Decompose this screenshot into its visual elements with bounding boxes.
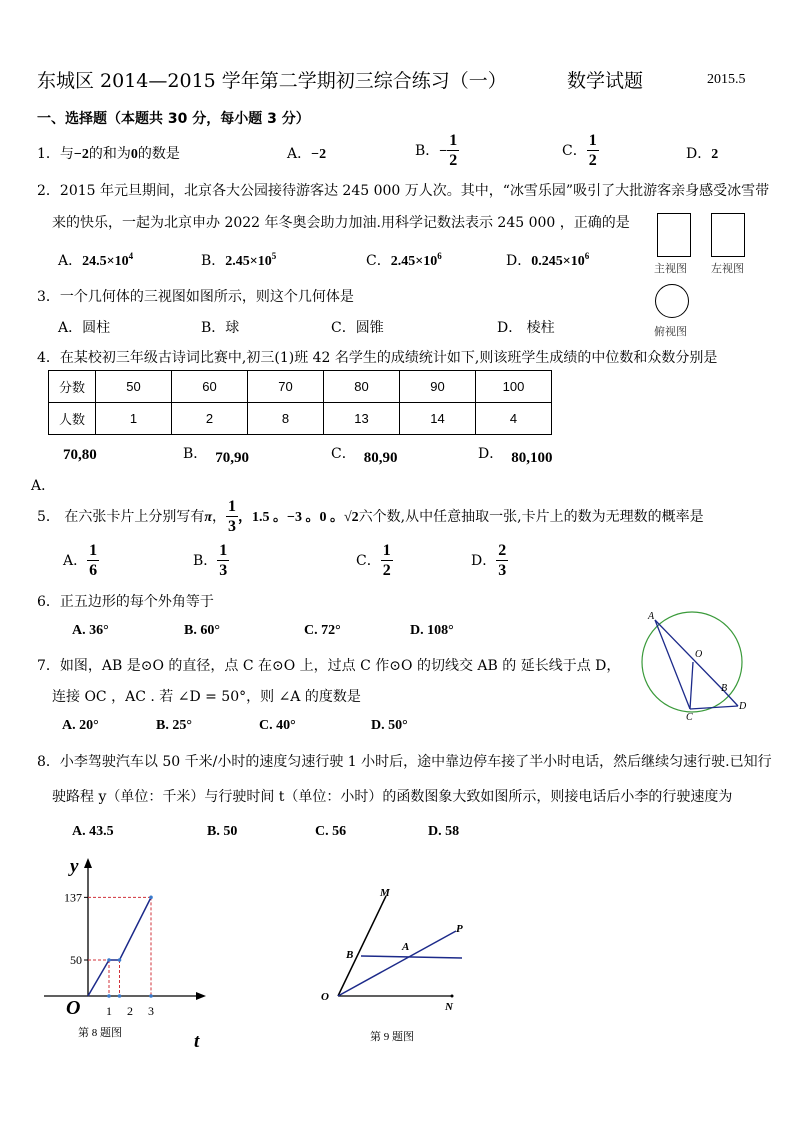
q6-option-a: A. 36° — [72, 623, 109, 638]
q7-circle-figure — [636, 606, 762, 726]
q5-option-c: C． $\frac{1}{2}$ — [356, 542, 391, 579]
data-point — [149, 896, 153, 900]
table-cell: 2 — [172, 403, 248, 435]
ray-om — [338, 896, 386, 996]
x-tick-label: 3 — [148, 1004, 154, 1018]
table-cell: 14 — [400, 403, 476, 435]
data-point — [118, 958, 122, 962]
top-view-circle — [655, 284, 689, 318]
q6-option-d: D. 108° — [410, 623, 454, 638]
section-heading: 一、选择题（本题共 30 分，每小题 3 分） — [37, 111, 310, 127]
q5-option-b: B． $\frac{1}{3}$ — [193, 542, 228, 579]
top-view-label: 俯视图 — [654, 325, 687, 338]
q9-caption: 第 9 题图 — [370, 1031, 414, 1043]
left-view-label: 左视图 — [711, 262, 744, 275]
q4-stem: 4．在某校初三年级古诗词比赛中,初三(1)班 42 名学生的成绩统计如下,则该班学生成绩的中位数和众数分别是 — [37, 350, 718, 366]
q2-line1: 2．2015 年元旦期间，北京各大公园接待游客达 245 000 万人次。其中，“冰雪乐园”吸引了大批游客亲身感受冰雪带 — [37, 183, 770, 199]
origin-label: O — [66, 997, 81, 1019]
q1-option-c: C． $\frac{1}{2}$ — [562, 132, 597, 169]
q8-caption: 第 8 题图 — [78, 1027, 122, 1039]
q7-line1: 7．如图，AB 是⊙O 的直径，点 C 在⊙O 上，过点 C 作⊙O 的切线交 AB 的 延长线于点 D， — [37, 658, 621, 674]
q2-option-d: D．$0.245\times 10^6$ — [506, 251, 590, 269]
q7-option-c: C. 40° — [259, 718, 296, 733]
label-b: B — [346, 949, 354, 961]
q4-option-a-label: A． — [31, 478, 56, 494]
subject-title: 数学试题 — [567, 70, 644, 92]
q4-option-d: D． 80,100 — [478, 446, 553, 466]
q7-option-b: B. 25° — [156, 718, 192, 733]
front-view-rect — [657, 213, 691, 257]
table-cell: 4 — [476, 403, 552, 435]
q2-option-c: C．$2.45\times 10^6$ — [366, 251, 442, 269]
table-row-label: 分数 — [49, 371, 96, 403]
table-cell: 80 — [324, 371, 400, 403]
label-a: A — [402, 941, 410, 953]
label-a: A — [648, 611, 655, 622]
q1-option-a: A．−2 — [287, 146, 327, 162]
q6-option-c: C. 72° — [304, 623, 341, 638]
table-cell: 90 — [400, 371, 476, 403]
y-axis-label: y — [70, 856, 79, 877]
label-b: B — [721, 683, 728, 694]
circle-o — [642, 612, 742, 712]
data-point — [107, 958, 111, 962]
table-cell: 60 — [172, 371, 248, 403]
q3-option-d: D． 棱柱 — [497, 320, 555, 336]
q1-option-b: B．− $\frac{1}{2}$ — [415, 132, 458, 169]
q4-option-a-value: 70,80 — [63, 447, 97, 463]
q1-stem: 1．与−2的和为0的数是 — [37, 146, 180, 162]
q8-line1: 8．小李驾驶汽车以 50 千米/小时的速度匀速行驶 1 小时后，途中靠边停车接了半小时电话，然后继续匀速行驶.已知行 — [37, 754, 772, 770]
q2-option-b: B．$2.45\times 10^5$ — [201, 251, 277, 269]
q8-option-d: D. 58 — [428, 824, 460, 839]
front-view-label: 主视图 — [654, 262, 687, 275]
label-m: M — [380, 887, 390, 899]
score-row — [49, 371, 552, 403]
q3-option-a: A．圆柱 — [58, 320, 111, 336]
line-oc — [690, 662, 693, 709]
y-tick-label: 137 — [64, 890, 82, 905]
table-cell: 70 — [248, 371, 324, 403]
label-d: D — [739, 701, 747, 712]
q4-option-c: C． 80,90 — [331, 446, 398, 466]
y-axis-arrow-icon — [84, 858, 92, 868]
table-row-label: 人数 — [49, 403, 96, 435]
x-point-marker — [149, 994, 153, 998]
q6-option-b: B. 60° — [184, 623, 220, 638]
y-tick-label: 50 — [70, 953, 82, 967]
page-title: 东城区 2014—2015 学年第二学期初三综合练习（一） — [37, 70, 507, 92]
x-tick-label: 1 — [106, 1004, 112, 1018]
score-table — [48, 370, 552, 435]
q5-option-d: D． $\frac{2}{3}$ — [471, 542, 507, 579]
line-ac — [655, 620, 690, 709]
q3-option-b: B．球 — [201, 320, 240, 336]
q2-option-a: A．$24.5\times 10^4$ — [58, 251, 134, 269]
table-cell: 100 — [476, 371, 552, 403]
q8-option-a: A. 43.5 — [72, 824, 114, 839]
q5-option-a: A． $\frac{1}{6}$ — [63, 542, 98, 579]
q8-option-c: C. 56 — [315, 824, 347, 839]
ray-op — [338, 931, 456, 996]
q7-option-a: A. 20° — [62, 718, 99, 733]
table-cell: 50 — [96, 371, 172, 403]
q7-line2: 连接 OC ，AC . 若 ∠D = 50°，则 ∠A 的度数是 — [52, 689, 361, 705]
q1-option-d: D．2 — [686, 146, 719, 162]
q5-stem: 5． 在六张卡片上分别写有π， $\frac{1}{3}$ ，1.5 。−3 。0 。√2六个数,从中任意抽取一张,卡片上的数为无理数的概率是 — [37, 498, 704, 535]
x-tick-label: 2 — [127, 1004, 133, 1018]
label-o: O — [695, 649, 703, 660]
label-n: N — [445, 1001, 453, 1013]
q2-line2: 来的快乐，一起为北京申办 2022 年冬奥会助力加油.用科学记数法表示 245 000 ，正确的是 — [52, 215, 630, 231]
label-o: O — [321, 991, 329, 1003]
q3-option-c: C．圆锥 — [331, 320, 384, 336]
left-view-rect — [711, 213, 745, 257]
x-point-marker — [118, 994, 122, 998]
x-axis-label: t — [194, 1031, 200, 1052]
q9-figure — [314, 882, 484, 1044]
q8-graph — [44, 852, 220, 1052]
table-cell: 8 — [248, 403, 324, 435]
label-c: C — [686, 712, 693, 723]
table-cell: 13 — [324, 403, 400, 435]
point-n — [451, 995, 454, 998]
line-ad — [655, 620, 724, 691]
exam-date: 2015.5 — [707, 72, 746, 87]
q8-line2: 驶路程 y（单位：千米）与行驶时间 t（单位：小时）的函数图象大致如图所示，则接电话后小李的行驶速度为 — [52, 789, 733, 805]
x-point-marker — [107, 994, 111, 998]
line-ba — [361, 956, 462, 958]
q3-stem: 3．一个几何体的三视图如图所示，则这个几何体是 — [37, 289, 354, 305]
count-row — [49, 403, 552, 435]
table-cell: 1 — [96, 403, 172, 435]
x-axis-arrow-icon — [196, 992, 206, 1000]
q7-option-d: D. 50° — [371, 718, 408, 733]
q6-stem: 6．正五边形的每个外角等于 — [37, 594, 214, 610]
q4-option-b: B． 70,90 — [183, 446, 250, 466]
q8-option-b: B. 50 — [207, 824, 238, 839]
label-p: P — [456, 923, 463, 935]
